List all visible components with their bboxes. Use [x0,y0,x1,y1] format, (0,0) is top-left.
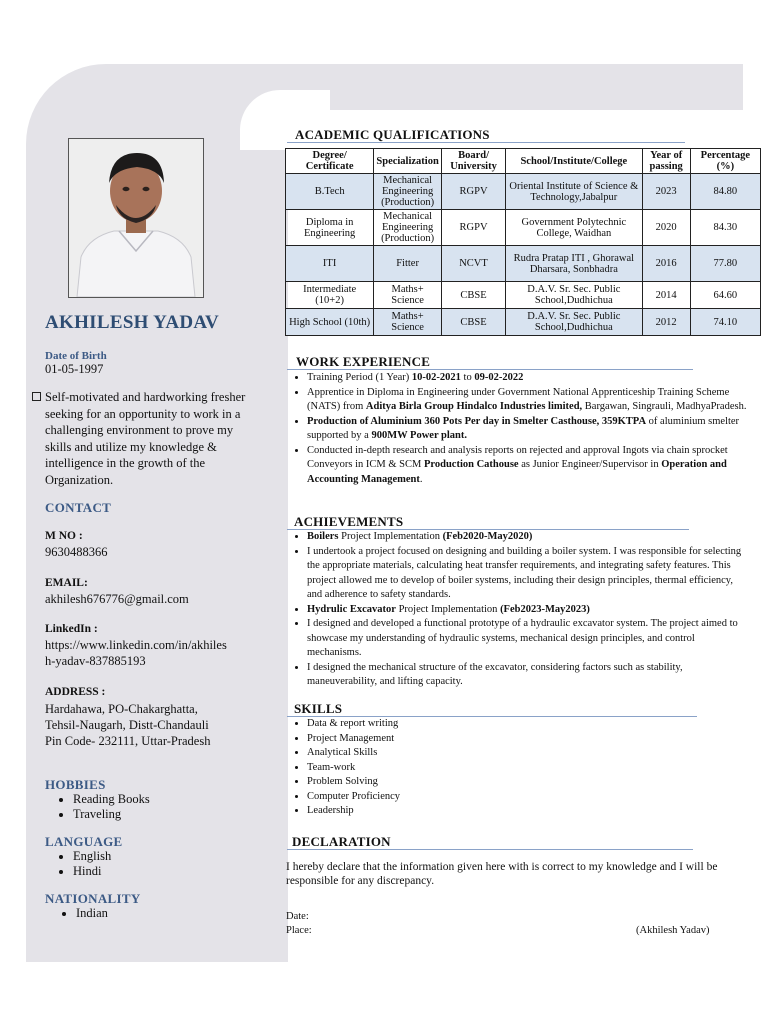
divider [287,849,693,850]
linkedin-label: LinkedIn : [45,623,98,635]
list-item: • Indian [76,906,108,921]
candidate-name: AKHILESH YADAV [45,312,220,333]
academic-table [285,148,761,336]
list-item: • Leadership [307,804,607,819]
achievements-list [286,530,747,690]
table-row [286,174,761,210]
table-cell: 2020 [642,210,690,246]
column-header: School/Institute/College [506,149,642,174]
hobbies-heading: HOBBIES [45,777,106,792]
list-item: • Data & report writing [307,717,607,732]
table-cell: 77.80 [690,246,760,282]
address-line3: Pin Code- 232111, Uttar-Pradesh [45,734,211,748]
signature: (Akhilesh Yadav) [636,925,710,936]
address-label: ADDRESS : [45,686,106,698]
column-header: Percentage (%) [690,149,760,174]
nationality-heading: NATIONALITY [45,891,141,906]
academic-heading: ACADEMIC QUALIFICATIONS [295,127,490,142]
table-row [286,282,761,309]
work-list [286,371,747,487]
table-cell: Rudra Pratap ITI , Ghorawal Dharsara, Sonbhadra [506,246,642,282]
language-heading: LANGUAGE [45,834,123,849]
table-cell: 2012 [642,309,690,336]
table-cell: Diploma in Engineering [286,210,374,246]
list-item: • Hindi [73,864,111,879]
column-header: Board/ University [441,149,505,174]
list-item: • Production of Aluminium 360 Pots Per day in Smelter Casthouse, 359KTPA of aluminium smelter supported by a 900MW Power plant. [307,415,747,444]
linkedin-url-line2[interactable]: h-yadav-837885193 [45,654,146,668]
mobile-label: M NO : [45,530,83,542]
table-cell: NCVT [441,246,505,282]
table-row [286,210,761,246]
table-cell: Government Polytechnic College, Waidhan [506,210,642,246]
table-cell: 2023 [642,174,690,210]
table-cell: Maths+ Science [374,282,442,309]
dob-label: Date of Birth [45,350,107,362]
table-cell: RGPV [441,174,505,210]
hobbies-list [45,792,150,822]
list-item: • Reading Books [73,792,150,807]
list-item: • Hydrulic Excavator Project Implementation (Feb2023-May2023) [307,603,747,618]
achievements-heading: ACHIEVEMENTS [294,514,404,529]
list-item: • I designed and developed a functional prototype of a hydraulic excavator system. The project aimed to showcase my understanding of hydraulic systems, mechanical design principles, and control mechanisms. [307,617,747,661]
column-header: Year of passing [642,149,690,174]
table-cell: ITI [286,246,374,282]
table-cell: Oriental Institute of Science & Technology,Jabalpur [506,174,642,210]
table-cell: 74.10 [690,309,760,336]
list-item: • Team-work [307,761,607,776]
table-cell: 84.80 [690,174,760,210]
column-header: Degree/ Certificate [286,149,374,174]
language-list [45,849,111,879]
list-item: • I undertook a project focused on designing and building a boiler system. I was responsible for selecting the appropriate materials, calculating heat transfer requirements, and integrating safety features. This project allowed me to develop of boiler systems, including their design principles, thermal efficiency, and adherence to safety standards. [307,545,747,603]
column-header: Specialization [374,149,442,174]
objective-text: Self-motivated and hardworking fresher seeking for an opportunity to work in a challenging environment to prove my skills and utilize my knowledge & intelligence in the growth of the Organization. [45,390,246,487]
list-item: • Analytical Skills [307,746,607,761]
list-item: • I designed the mechanical structure of the excavator, considering factors such as stability, maneuverability, and lifting capacity. [307,661,747,690]
work-heading: WORK EXPERIENCE [296,354,431,369]
list-item: • Training Period (1 Year) 10-02-2021 to 09-02-2022 [307,371,747,386]
table-row [286,246,761,282]
list-item: • Boilers Project Implementation (Feb2020-May2020) [307,530,747,545]
place-label: Place: [286,925,312,936]
table-cell: Intermediate (10+2) [286,282,374,309]
list-item: • Problem Solving [307,775,607,790]
divider [287,369,693,370]
divider [287,142,685,143]
profile-photo [68,138,204,298]
mobile-value: 9630488366 [45,545,108,559]
list-item: • Conducted in-depth research and analysis reports on rejected and approval Ingots via chain sprocket Conveyors in ICM & SCM Production Cathouse as Junior Engineer/Supervisor in Operation and Accounting Management. [307,444,747,488]
table-header-row [286,149,761,174]
contact-heading: CONTACT [45,500,112,515]
table-cell: 84.30 [690,210,760,246]
skills-list [286,717,607,819]
checkbox-bullet-icon [32,392,41,401]
linkedin-url-line1[interactable]: https://www.linkedin.com/in/akhiles [45,638,227,652]
table-cell: Maths+ Science [374,309,442,336]
email-label: EMAIL: [45,577,88,589]
table-cell: Mechanical Engineering (Production) [374,174,442,210]
list-item: • Computer Proficiency [307,790,607,805]
table-cell: Fitter [374,246,442,282]
dob-value: 01-05-1997 [45,362,104,376]
list-item: • Traveling [73,807,150,822]
table-cell: 2016 [642,246,690,282]
date-label: Date: [286,911,309,922]
table-cell: CBSE [441,309,505,336]
table-row [286,309,761,336]
address-line2: Tehsil-Naugarh, Distt-Chandauli [45,718,209,732]
table-cell: D.A.V. Sr. Sec. Public School,Dudhichua [506,282,642,309]
table-cell: B.Tech [286,174,374,210]
skills-heading: SKILLS [294,701,343,716]
list-item: • Apprentice in Diploma in Engineering under Government National Apprenticeship Training Scheme (NATS) from Aditya Birla Group Hindalco Industries limited, Bargawan, Singrauli, MadhyaPradesh. [307,386,747,415]
table-cell: 64.60 [690,282,760,309]
table-cell: RGPV [441,210,505,246]
table-cell: CBSE [441,282,505,309]
table-cell: Mechanical Engineering (Production) [374,210,442,246]
person-photo-icon [69,139,203,297]
declaration-heading: DECLARATION [292,834,391,849]
address-line1: Hardahawa, PO-Chakarghatta, [45,702,198,716]
objective-block [32,389,247,488]
list-item: • Project Management [307,732,607,747]
declaration-text: I hereby declare that the information given here with is correct to my knowledge and I will be responsible for any discrepancy. [286,861,718,887]
nationality-list [45,906,108,921]
table-cell: 2014 [642,282,690,309]
table-cell: High School (10th) [286,309,374,336]
list-item: • English [73,849,111,864]
email-value[interactable]: akhilesh676776@gmail.com [45,592,189,606]
table-cell: D.A.V. Sr. Sec. Public School,Dudhichua [506,309,642,336]
